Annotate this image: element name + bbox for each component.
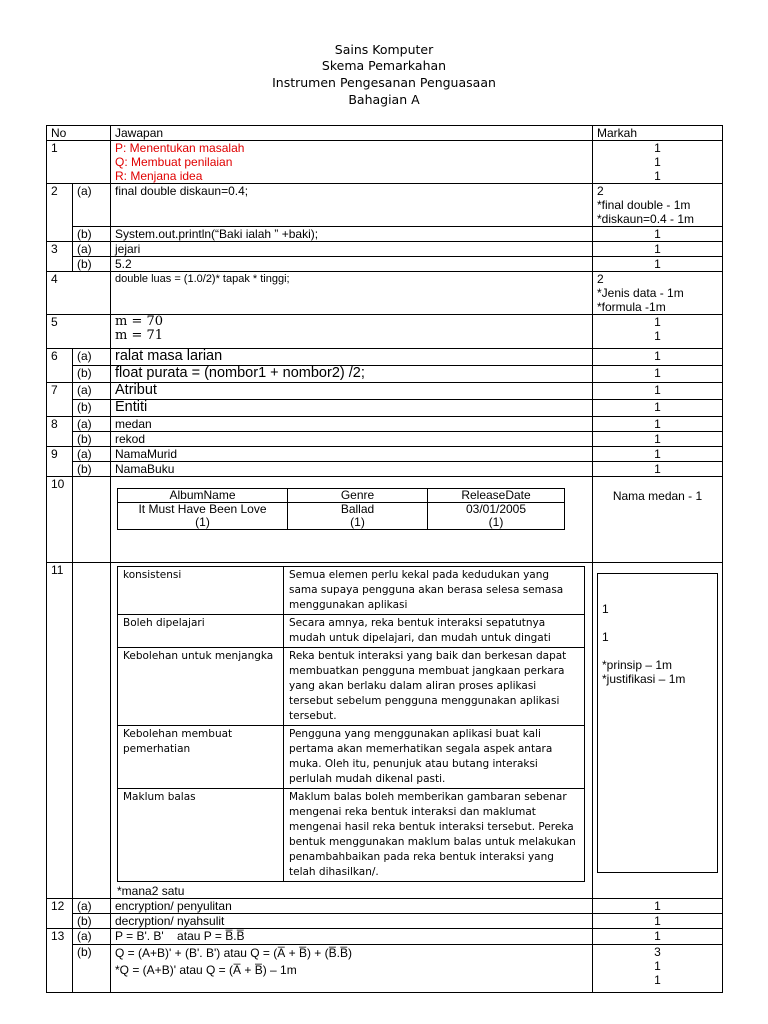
- answer-cell: [111, 563, 593, 899]
- question-number: 2: [47, 184, 73, 242]
- part-label: (a): [73, 383, 111, 400]
- table-row: [47, 242, 723, 257]
- principle-name: Maklum balas: [118, 789, 284, 882]
- album-value: 03/01/2005: [465, 502, 527, 516]
- principle-name: konsistensi: [118, 567, 284, 615]
- table-row: [47, 272, 723, 315]
- answer-text: rekod: [111, 432, 593, 447]
- mark-value: 1: [602, 602, 609, 616]
- table-row: [47, 945, 723, 993]
- album-header-genre: Genre: [288, 489, 428, 503]
- mark-value: 1: [593, 899, 723, 914]
- mark-breakdown: *Jenis data - 1m: [597, 286, 684, 300]
- principle-desc: Secara amnya, reka bentuk interaksi sepatutnya mudah untuk dipelajari, dan mudah untuk dingati: [284, 615, 585, 648]
- mark-value: 1: [593, 914, 723, 929]
- mark-value: 1: [593, 462, 723, 477]
- answer-line: P: Menentukan masalah: [115, 141, 245, 155]
- part-label: (b): [73, 227, 111, 242]
- album-point: (1): [350, 515, 365, 529]
- album-point: (1): [195, 515, 210, 529]
- mark-value: 1: [654, 141, 661, 155]
- album-cell-name: [118, 503, 288, 530]
- table-row: [47, 184, 723, 227]
- table-row: [47, 929, 723, 945]
- answer-cell: [111, 945, 593, 993]
- mark-cell: [593, 141, 723, 184]
- mark-value: 1: [593, 400, 723, 417]
- col-markah-header: Markah: [593, 126, 723, 141]
- principles-table: [117, 566, 585, 882]
- question-number: 10: [47, 477, 73, 563]
- principle-name: Kebolehan untuk menjangka: [118, 648, 284, 726]
- table-row: [47, 899, 723, 914]
- question-number: 8: [47, 417, 73, 447]
- answer-cell: [111, 141, 593, 184]
- principle-desc: Maklum balas boleh memberikan gambaran sebenar mengenai reka bentuk interaksi dan maklumat mengenai hasil reka bentuk interaksi tersebut. Pereka bentuk menggunakan maklum balas untuk melakukan penambahbaikan pada reka bentuk interaksi yang telah dihasilkan/.: [284, 789, 585, 882]
- part-label: (a): [73, 184, 111, 227]
- principle-name: Boleh dipelajari: [118, 615, 284, 648]
- mark-breakdown: *final double - 1m: [597, 198, 691, 212]
- answer-line: m = 70: [115, 314, 164, 329]
- question-number: 6: [47, 349, 73, 383]
- mark-cell: [593, 945, 723, 993]
- answer-line: Q = (A+B)' + (B'. B') atau Q = (A̅ + B̅) + (B̅.B̅): [115, 946, 352, 960]
- answer-text: NamaBuku: [111, 462, 593, 477]
- answer-text: ralat masa larian: [111, 349, 593, 366]
- album-header-name: AlbumName: [118, 489, 288, 503]
- part-label: (b): [73, 366, 111, 383]
- table-row: [47, 349, 723, 366]
- part-label: (a): [73, 349, 111, 366]
- table-row: [47, 462, 723, 477]
- mark-value: 1: [593, 929, 723, 945]
- album-cell-genre: [288, 503, 428, 530]
- col-no-header: No: [47, 126, 111, 141]
- answer-text: float purata = (nombor1 + nombor2) /2;: [111, 366, 593, 383]
- table-row: [47, 366, 723, 383]
- album-point: (1): [488, 515, 504, 529]
- mark-cell: [593, 315, 723, 349]
- part-label: (a): [73, 417, 111, 432]
- mark-value: 1: [593, 432, 723, 447]
- col-jawapan-header: Jawapan: [111, 126, 593, 141]
- question-number: 1: [47, 141, 111, 184]
- answer-text: decryption/ nyahsulit: [111, 914, 593, 929]
- mark-value: 1: [593, 366, 723, 383]
- table-row: [47, 315, 723, 349]
- mark-value: 1: [593, 383, 723, 400]
- answer-text: 5.2: [111, 257, 593, 272]
- principle-desc: Semua elemen perlu kekal pada kedudukan yang sama supaya pengguna akan berasa selesa semasa menggunakan aplikasi: [284, 567, 585, 615]
- mark-value: 1: [654, 973, 661, 987]
- doc-title: Sains Komputer: [334, 42, 434, 57]
- table-row: [47, 227, 723, 242]
- principle-row: [118, 726, 585, 789]
- part-label: (b): [73, 432, 111, 447]
- album-value: Ballad: [340, 502, 375, 516]
- principle-row: [118, 789, 585, 882]
- answer-cell: [111, 315, 593, 349]
- answer-text: Entiti: [111, 400, 593, 417]
- table-row: [47, 432, 723, 447]
- part-label: (b): [73, 462, 111, 477]
- album-table: [117, 488, 565, 530]
- table-row: [47, 477, 723, 563]
- mark-value: 1: [593, 257, 723, 272]
- table-row: [47, 447, 723, 462]
- question-number: 13: [47, 929, 73, 993]
- mark-breakdown: Nama medan - 1: [612, 489, 703, 503]
- mark-box: [597, 573, 718, 873]
- mark-value: 1: [654, 155, 661, 169]
- mark-value: 1: [654, 329, 661, 343]
- principle-name: Kebolehan membuat pemerhatian: [118, 726, 284, 789]
- mark-breakdown: *prinsip – 1m: [602, 658, 673, 672]
- answer-text: encryption/ penyulitan: [111, 899, 593, 914]
- table-row: [47, 400, 723, 417]
- question-number: 12: [47, 899, 73, 929]
- mark-value: 3: [654, 945, 661, 959]
- part-label: (b): [73, 945, 111, 993]
- mark-value: 1: [593, 227, 723, 242]
- mark-value: 1: [654, 959, 661, 973]
- mark-cell: [593, 184, 723, 227]
- table-row: [47, 383, 723, 400]
- answer-text: System.out.println(“Baki ialah ” +baki);: [111, 227, 593, 242]
- doc-subtitle: Skema Pemarkahan: [321, 58, 447, 73]
- table-row: [47, 563, 723, 899]
- question-number: 4: [47, 272, 111, 315]
- mark-breakdown: *diskaun=0.4 - 1m: [597, 212, 695, 226]
- note-text: *mana2 satu: [117, 884, 185, 898]
- album-header-date: ReleaseDate: [428, 489, 565, 503]
- album-cell-date: [428, 503, 565, 530]
- question-number: 9: [47, 447, 73, 477]
- principle-desc: Pengguna yang menggunakan aplikasi buat kali pertama akan memerhatikan segala aspek antara muka. Oleh itu, penunjuk atau butang interaksi perlulah mudah dikenal pasti.: [284, 726, 585, 789]
- answer-text: jejari: [111, 242, 593, 257]
- principle-row: [118, 615, 585, 648]
- part-label: (a): [73, 447, 111, 462]
- mark-cell: [593, 563, 723, 899]
- part-label: (a): [73, 929, 111, 945]
- principle-row: [118, 648, 585, 726]
- mark-value: 1: [654, 315, 661, 329]
- question-number: 11: [47, 563, 73, 899]
- answer-text: double luas = (1.0/2)* tapak * tinggi;: [111, 272, 593, 315]
- mark-breakdown: *justifikasi – 1m: [602, 672, 686, 686]
- mark-breakdown: *formula -1m: [597, 300, 666, 314]
- mark-value: 1: [593, 242, 723, 257]
- answer-text: Atribut: [111, 383, 593, 400]
- principle-row: [118, 567, 585, 615]
- question-number: 7: [47, 383, 73, 417]
- mark-value: 1: [593, 349, 723, 366]
- table-row: [47, 257, 723, 272]
- answer-text: P = B'. B' atau P = B̅.B̅: [111, 929, 593, 945]
- answer-cell: [111, 477, 593, 563]
- part-label: (b): [73, 400, 111, 417]
- question-number: 3: [47, 242, 73, 272]
- mark-value: 1: [593, 447, 723, 462]
- doc-instrument: Instrumen Pengesanan Penguasaan: [272, 75, 496, 90]
- principle-desc: Reka bentuk interaksi yang baik dan berkesan dapat membuatkan pengguna membuat jangkaan perkara yang akan berlaku dalam aliran proses aplikasi tersebut sebelum pengguna menggunakan aplikasi tersebut.: [284, 648, 585, 726]
- table-row: [47, 417, 723, 432]
- part-label: (b): [73, 914, 111, 929]
- part-label: (a): [73, 899, 111, 914]
- answer-line: Q: Membuat penilaian: [115, 155, 233, 169]
- answer-line: *Q = (A+B)' atau Q = (A̅ + B̅) – 1m: [115, 963, 297, 977]
- table-row: [47, 914, 723, 929]
- doc-section: Bahagian A: [348, 92, 420, 107]
- part-label: (a): [73, 242, 111, 257]
- answer-text: medan: [111, 417, 593, 432]
- mark-value: 1: [654, 169, 661, 183]
- question-number: 5: [47, 315, 111, 349]
- answer-line: R: Menjana idea: [115, 169, 203, 183]
- table-row: [47, 141, 723, 184]
- part-label: (b): [73, 257, 111, 272]
- mark-value: 2: [597, 272, 604, 286]
- marking-scheme-table: [46, 125, 723, 993]
- album-value: It Must Have Been Love: [138, 502, 267, 516]
- mark-value: 1: [593, 417, 723, 432]
- mark-cell: [593, 272, 723, 315]
- answer-text: NamaMurid: [111, 447, 593, 462]
- mark-cell: [593, 477, 723, 563]
- answer-text: final double diskaun=0.4;: [111, 184, 593, 227]
- answer-line: m = 71: [115, 328, 164, 343]
- table-header-row: [47, 126, 723, 141]
- mark-value: 1: [602, 630, 609, 644]
- mark-value: 2: [597, 184, 604, 198]
